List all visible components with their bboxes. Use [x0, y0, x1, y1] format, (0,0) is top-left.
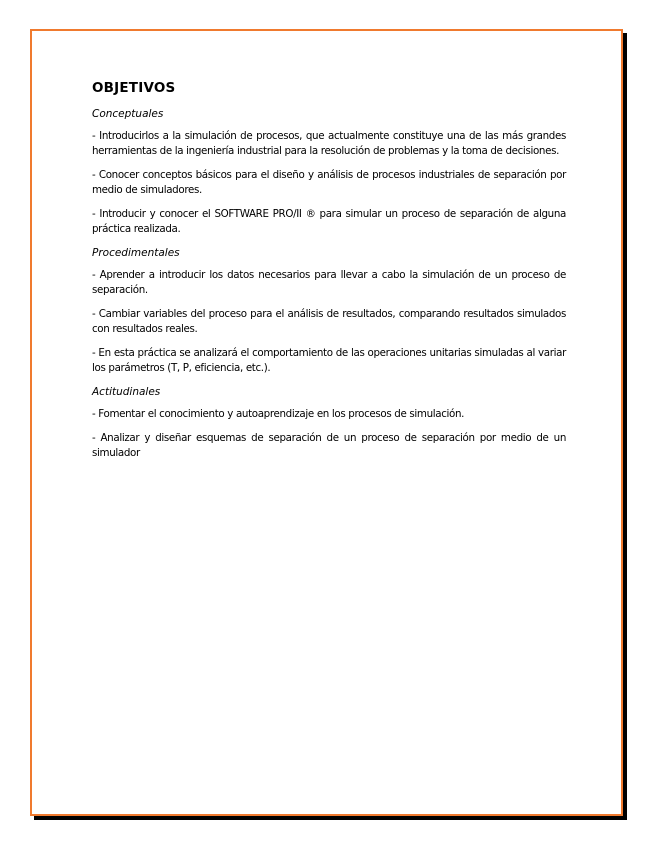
document-content: [92, 79, 566, 470]
objective-paragraph: - Conocer conceptos básicos para el diseño y análisis de procesos industriales de separación por medio de simuladores.: [92, 169, 566, 196]
objective-paragraph: - Fomentar el conocimiento y autoaprendizaje en los procesos de simulación.: [92, 408, 465, 420]
section-heading-procedimentales: Procedimentales: [92, 247, 180, 259]
section-heading-actitudinales: Actitudinales: [92, 386, 161, 398]
document-page: [30, 29, 623, 816]
objective-paragraph: - Analizar y diseñar esquemas de separación de un proceso de separación por medio de un simulador: [92, 432, 566, 459]
objective-paragraph: - Introducir y conocer el SOFTWARE PRO/II ® para simular un proceso de separación de alguna práctica realizada.: [92, 208, 566, 235]
objective-paragraph: - En esta práctica se analizará el comportamiento de las operaciones unitarias simuladas al variar los parámetros (T, P, eficiencia, etc.).: [92, 347, 566, 374]
objective-paragraph: - Cambiar variables del proceso para el análisis de resultados, comparando resultados simulados con resultados reales.: [92, 308, 566, 335]
section-heading-conceptuales: Conceptuales: [92, 108, 164, 120]
objective-paragraph: - Introducirlos a la simulación de procesos, que actualmente constituye una de las más grandes herramientas de la ingeniería industrial para la resolución de problemas y la toma de decisiones.: [92, 130, 566, 157]
page-title: OBJETIVOS: [92, 80, 176, 96]
objective-paragraph: - Aprender a introducir los datos necesarios para llevar a cabo la simulación de un proceso de separación.: [92, 269, 566, 296]
